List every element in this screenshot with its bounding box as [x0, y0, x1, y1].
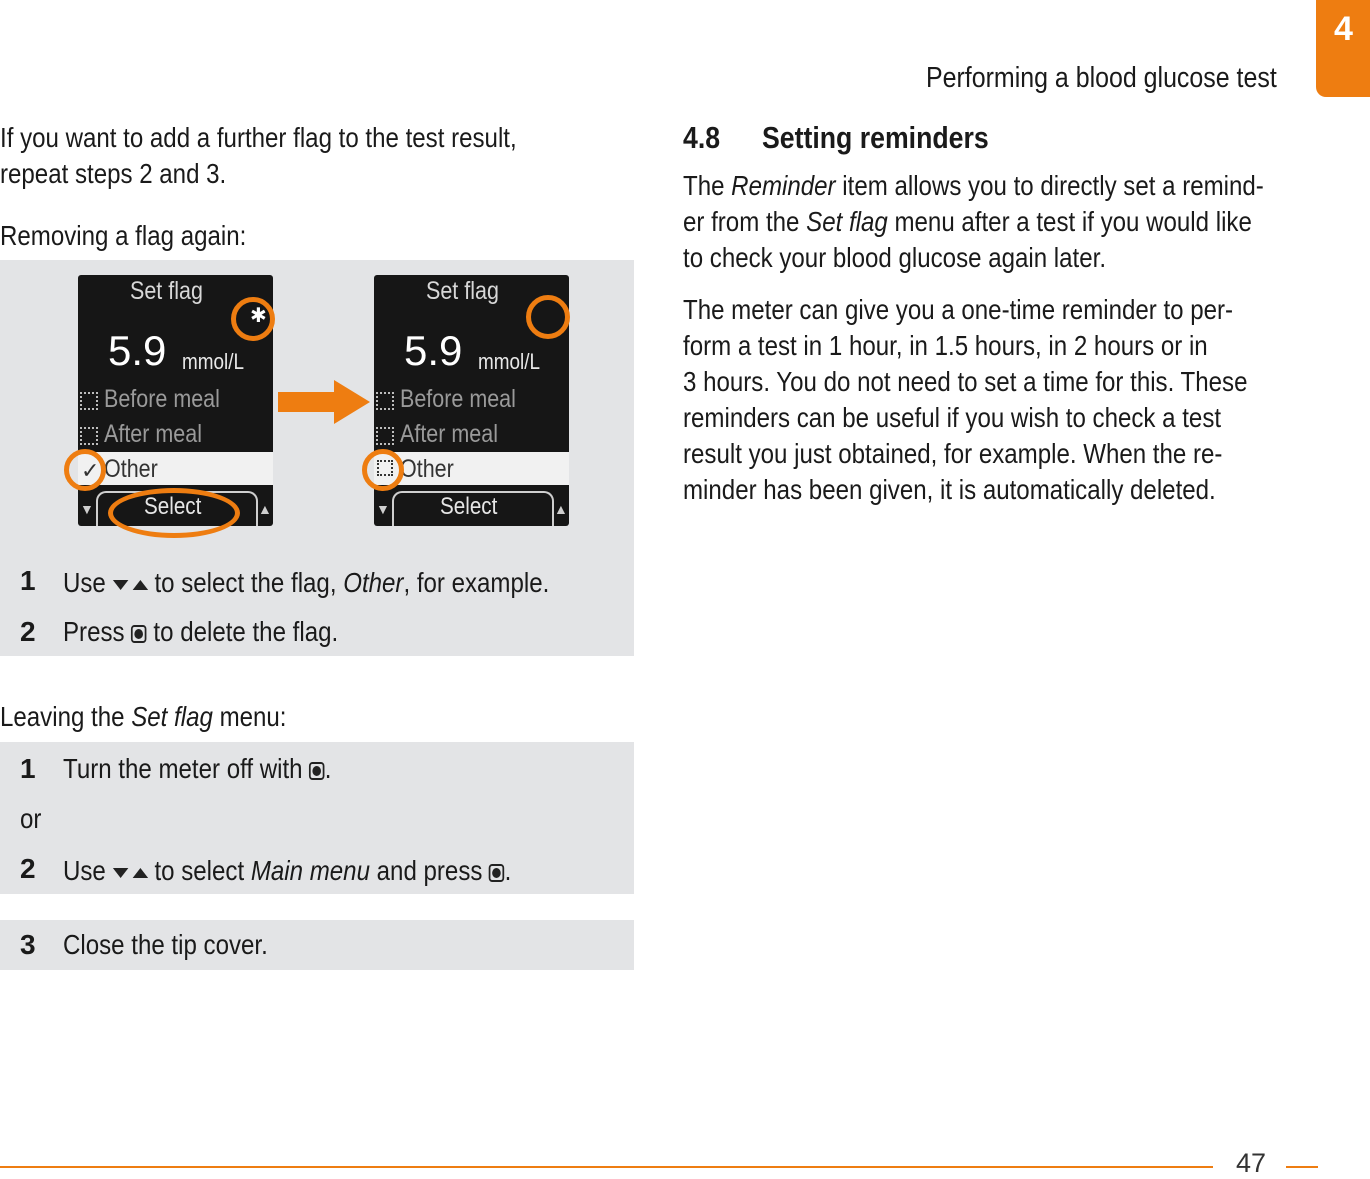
or-separator: or	[20, 803, 42, 834]
select-softkey: Select	[392, 491, 554, 526]
paragraph-reminder-details: The meter can give you a one-time reminder to per- form a test in 1 hour, in 1.5 hours, in 2 hours or in 3 hours. You do not need to set a time for this. These reminders can be useful if you wish to check a test result you just obtained, for example. When the re- minder has been given, it is automatically deleted.	[683, 294, 1248, 505]
footer-rule	[0, 1166, 1213, 1168]
leave-step-3: 3	[20, 929, 36, 960]
screen-title: Set flag	[130, 277, 203, 305]
section-heading: 4.8	[683, 120, 721, 155]
checkbox-icon	[376, 427, 394, 445]
leave-step-1-text: Turn the meter off with .	[63, 753, 332, 784]
leave-step-1: 1	[20, 753, 36, 784]
down-up-buttons-icon	[113, 851, 148, 887]
section-title: Setting reminders	[762, 120, 989, 155]
enter-button-icon	[131, 625, 146, 643]
remove-step-2-text: Press to delete the flag.	[63, 616, 339, 647]
highlight-ring	[108, 488, 240, 538]
screen-unit: mmol/L	[182, 349, 245, 374]
chapter-tab	[1316, 0, 1370, 97]
screen-item: After meal	[400, 420, 498, 448]
screen-item: Before meal	[400, 385, 516, 413]
down-arrow-icon: ▼	[376, 501, 390, 517]
chapter-number: 4	[1334, 10, 1353, 48]
intro-text: If you want to add a further flag to the test result, repeat steps 2 and 3.	[0, 122, 517, 189]
checkbox-icon	[376, 392, 394, 410]
remove-step-2: 2	[20, 616, 36, 647]
leaving-heading: Leaving the Set flag menu:	[0, 701, 287, 732]
checkbox-icon	[80, 427, 98, 445]
leave-step-2-text: Use to select Main menu and press .	[63, 851, 584, 889]
highlight-ring	[231, 297, 275, 341]
select-softkey: Select	[96, 491, 258, 526]
checkbox-icon	[80, 392, 98, 410]
leave-step-2: 2	[20, 853, 36, 884]
highlight-ring	[64, 449, 106, 491]
screen-unit: mmol/L	[478, 349, 541, 374]
up-arrow-icon: ▲	[554, 501, 568, 517]
screen-item-selected: Other	[104, 455, 158, 483]
right-arrow-icon	[278, 380, 370, 424]
enter-button-icon	[489, 864, 504, 882]
remove-step-1-text: Use to select the flag, Other, for example.	[63, 563, 629, 601]
footer-rule-short	[1286, 1166, 1318, 1168]
asterisk-icon: ✱	[250, 305, 267, 327]
page-number: 47	[1236, 1148, 1267, 1178]
up-arrow-icon: ▲	[258, 501, 272, 517]
screen-value: 5.9	[404, 327, 463, 374]
highlight-ring	[362, 449, 404, 491]
screen-value: 5.9	[108, 327, 167, 374]
highlight-ring	[526, 295, 570, 339]
removing-heading: Removing a flag again:	[0, 220, 247, 251]
running-header: Performing a blood glucose test	[926, 62, 1277, 94]
screen-item: Before meal	[104, 385, 220, 413]
paragraph-reminder-intro: The Reminder item allows you to directly set a remind- er from the Set flag menu after a test if you would like to check your blood glucose again later.	[683, 170, 1264, 273]
leave-step-3-text: Close the tip cover.	[63, 929, 268, 960]
screen-item: After meal	[104, 420, 202, 448]
screen-item-selected: Other	[400, 455, 454, 483]
enter-button-icon	[309, 762, 324, 780]
remove-step-1: 1	[20, 565, 36, 596]
check-icon: ✓	[81, 458, 100, 483]
down-up-buttons-icon	[113, 563, 148, 599]
down-arrow-icon: ▼	[80, 501, 94, 517]
screen-title: Set flag	[426, 277, 499, 305]
